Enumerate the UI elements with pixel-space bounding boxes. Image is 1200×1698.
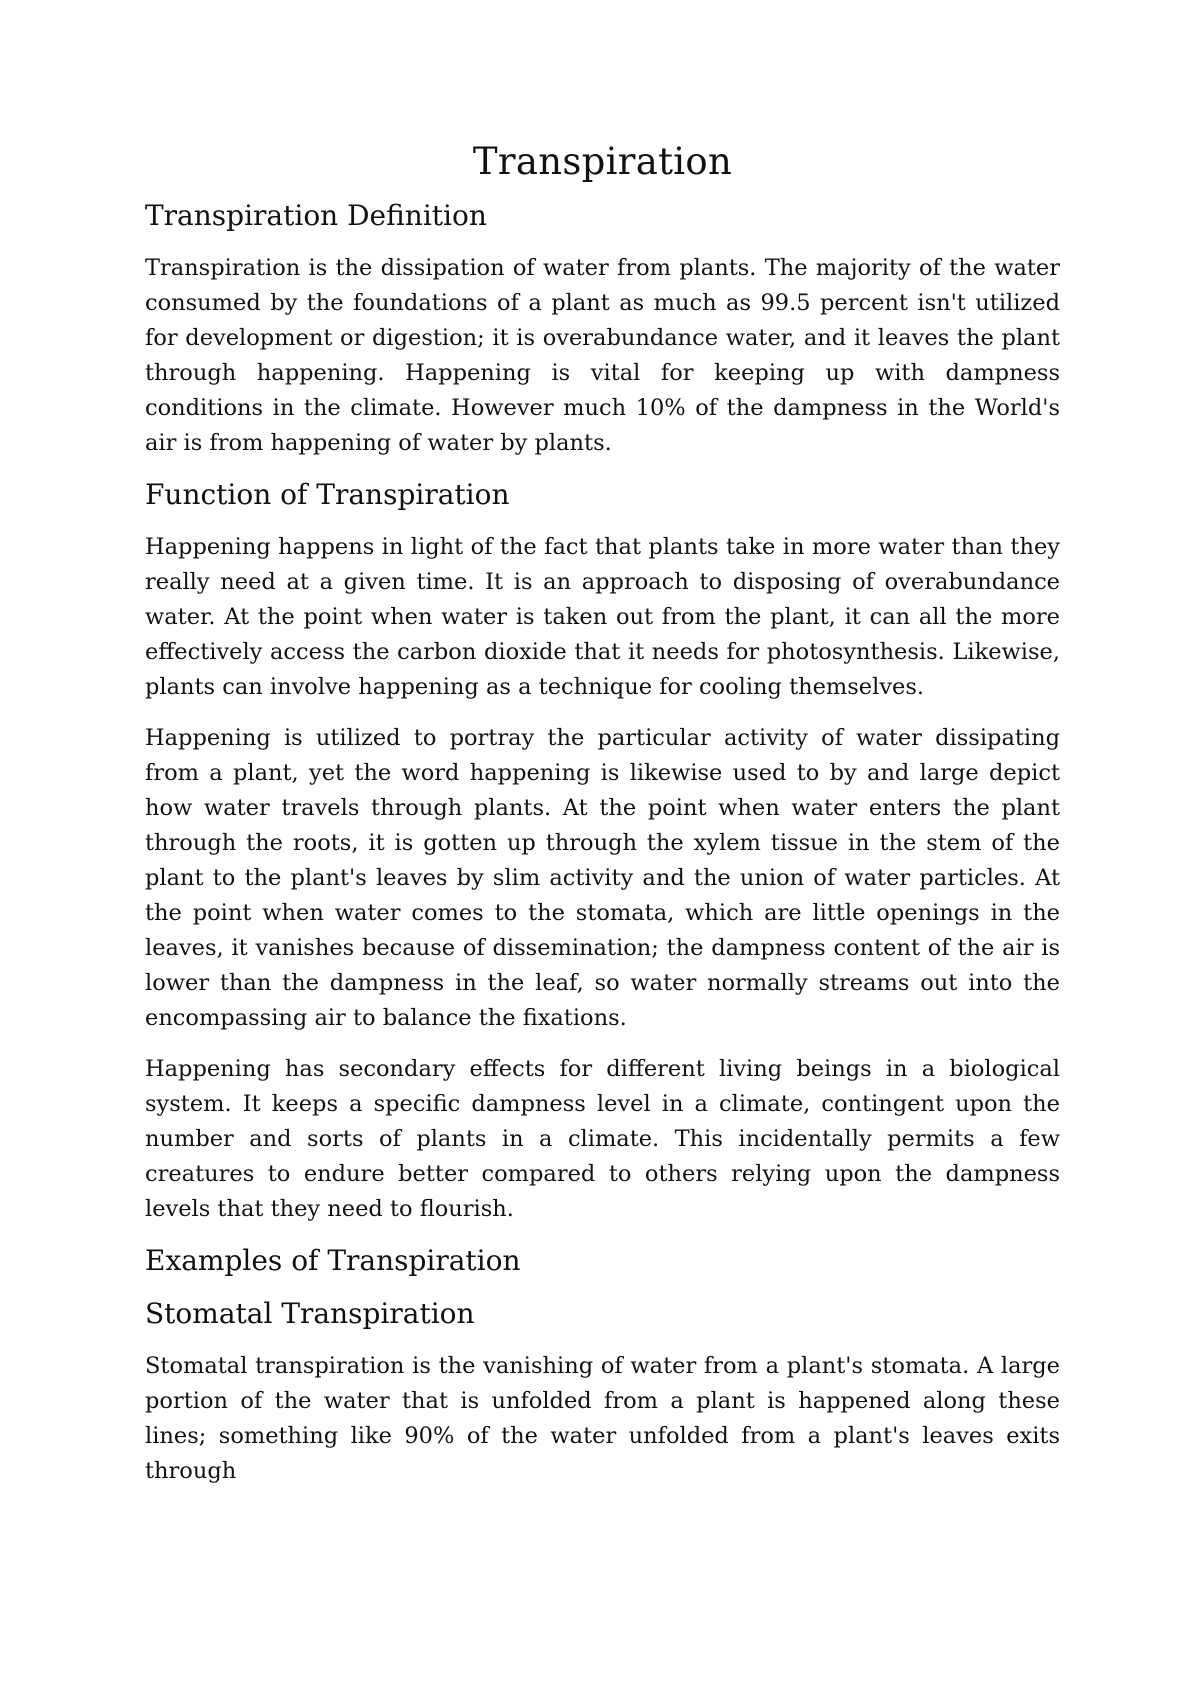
section-heading-function: Function of Transpiration xyxy=(145,478,510,512)
paragraph-function-1: Happening happens in light of the fact that plants take in more water than they really need at a given time. It is an approach to disposing of overabundance water. At the point when water is taken out from the plant, it can all the more effectively access the carbon dioxide that it needs for photosynthesis. Likewise, plants can involve happening as a technique for cooling themselves. xyxy=(145,534,1060,701)
section-heading-stomatal: Stomatal Transpiration xyxy=(145,1297,475,1331)
section-heading-definition: Transpiration Definition xyxy=(145,199,487,233)
paragraph-function-3: Happening has secondary effects for different living beings in a biological system. It keeps a specific dampness level in a climate, contingent upon the number and sorts of plants in a climate. This incidentally permits a few creatures to endure better compared to others relying upon the dampness levels that they need to flourish. xyxy=(145,1056,1060,1223)
document-page xyxy=(145,140,1060,1505)
paragraph-definition: Transpiration is the dissipation of water from plants. The majority of the water consumed by the foundations of a plant as much as 99.5 percent isn't utilized for development or digestion; it is overabundance water, and it leaves the plant through happening. Happening is vital for keeping up with dampness conditions in the climate. However much 10% of the dampness in the World's air is from happening of water by plants. xyxy=(145,255,1060,457)
section-heading-examples: Examples of Transpiration xyxy=(145,1244,521,1278)
document-title: Transpiration xyxy=(472,140,733,183)
paragraph-function-2: Happening is utilized to portray the particular activity of water dissipating from a plant, yet the word happening is likewise used to by and large depict how water travels through plants. At the point when water enters the plant through the roots, it is gotten up through the xylem tissue in the stem of the plant to the plant's leaves by slim activity and the union of water particles. At the point when water comes to the stomata, which are little openings in the leaves, it vanishes because of dissemination; the dampness content of the air is lower than the dampness in the leaf, so water normally streams out into the encompassing air to balance the fixations. xyxy=(145,725,1060,1032)
paragraph-stomatal: Stomatal transpiration is the vanishing of water from a plant's stomata. A large portion of the water that is unfolded from a plant is happened along these lines; something like 90% of the water unfolded from a plant's leaves exits through xyxy=(145,1353,1060,1485)
